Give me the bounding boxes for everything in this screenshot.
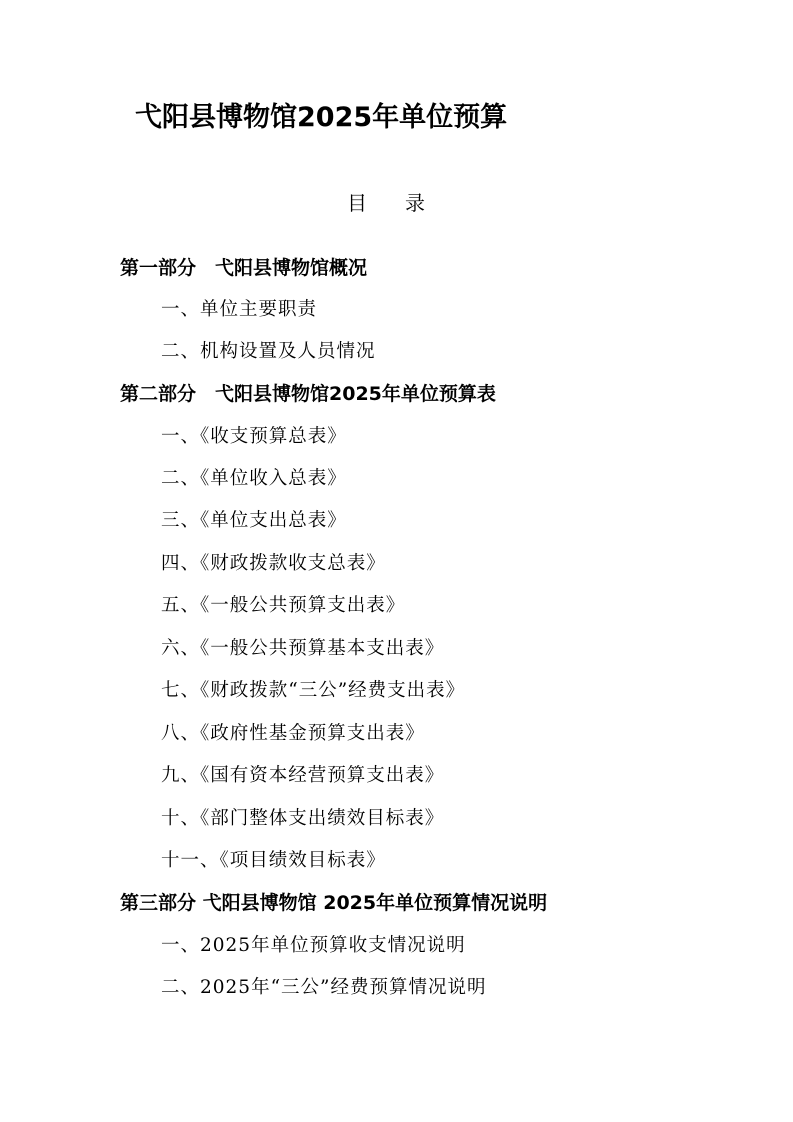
toc-item-2-4[interactable]: 四、《财政拨款收支总表》 — [161, 553, 386, 574]
toc-item-2-7[interactable]: 七、《财政拨款“三公”经费支出表》 — [161, 680, 466, 701]
toc-item-2-1[interactable]: 一、《收支预算总表》 — [161, 426, 347, 447]
toc-heading-char-1: 目 — [347, 191, 367, 215]
toc-item-1-1[interactable]: 一、单位主要职责 — [161, 299, 318, 320]
toc-part-2[interactable]: 第二部分 弋阳县博物馆2025年单位预算表 — [120, 383, 496, 405]
toc-heading — [347, 186, 425, 220]
toc-item-2-8[interactable]: 八、《政府性基金预算支出表》 — [161, 723, 425, 744]
toc-part-3[interactable]: 第三部分 弋阳县博物馆 2025年单位预算情况说明 — [120, 892, 548, 914]
toc-item-2-11[interactable]: 十一、《项目绩效目标表》 — [161, 850, 386, 871]
toc-item-2-3[interactable]: 三、《单位支出总表》 — [161, 510, 347, 531]
toc-item-2-10[interactable]: 十、《部门整体支出绩效目标表》 — [161, 808, 445, 829]
toc-item-2-5[interactable]: 五、《一般公共预算支出表》 — [161, 595, 406, 616]
toc-item-1-2[interactable]: 二、机构设置及人员情况 — [161, 341, 376, 362]
toc-item-3-2[interactable]: 二、2025年“三公”经费预算情况说明 — [161, 977, 487, 998]
toc-item-2-2[interactable]: 二、《单位收入总表》 — [161, 468, 347, 489]
toc-item-3-1[interactable]: 一、2025年单位预算收支情况说明 — [161, 935, 466, 956]
document-title: 弋阳县博物馆2025年单位预算 — [135, 102, 508, 133]
toc-heading-char-2: 录 — [405, 191, 425, 215]
toc-item-2-6[interactable]: 六、《一般公共预算基本支出表》 — [161, 638, 445, 659]
toc-item-2-9[interactable]: 九、《国有资本经营预算支出表》 — [161, 765, 445, 786]
toc-part-1[interactable]: 第一部分 弋阳县博物馆概况 — [120, 257, 368, 279]
